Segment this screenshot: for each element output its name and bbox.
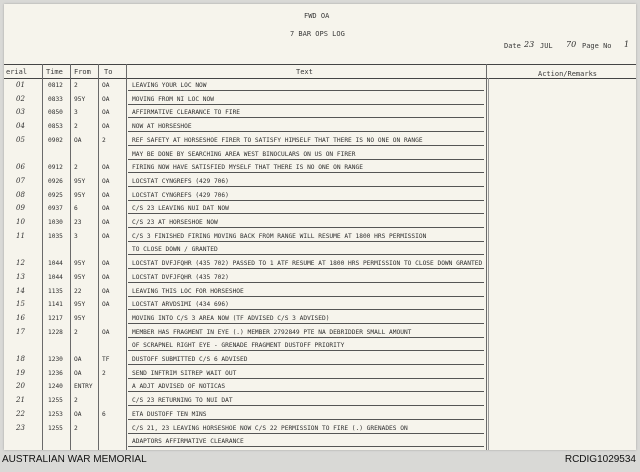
footer-archive: AUSTRALIAN WAR MEMORIAL: [2, 454, 147, 465]
entry-serial: 09: [16, 204, 25, 213]
entry-to: OA: [102, 82, 110, 89]
entry-from: 6: [74, 205, 78, 213]
entry-to: OA: [102, 260, 110, 268]
entry-serial: 12: [16, 259, 25, 268]
entry-from: 2: [74, 82, 78, 89]
entry-text: MOVING FROM NI LOC NOW: [132, 95, 214, 103]
entry-from: 95Y: [74, 177, 86, 185]
log-row: [4, 203, 636, 214]
entry-from: 2: [74, 123, 78, 131]
entry-time: 1236: [48, 369, 63, 377]
entry-time: 0902: [48, 136, 63, 144]
entry-time: 1255: [48, 424, 63, 432]
entry-serial: 16: [16, 313, 25, 322]
log-row: [4, 436, 636, 447]
entry-serial: 18: [16, 355, 25, 363]
log-row: [4, 135, 636, 146]
entry-from: 2: [74, 164, 78, 172]
entry-time: 1135: [48, 287, 63, 295]
log-row: [4, 409, 636, 420]
entry-time: 0926: [48, 177, 63, 185]
entry-from: 95Y: [74, 191, 86, 199]
entry-text: C/S 23 LEAVING NUI DAT NOW: [132, 205, 229, 213]
log-title: 7 BAR OPS LOG: [290, 30, 345, 38]
entry-from: 95Y: [74, 314, 86, 322]
entry-from: 95Y: [74, 301, 86, 309]
entry-to: OA: [102, 177, 110, 185]
log-row: [4, 354, 636, 365]
entry-text: NOW AT HORSESHOE: [132, 123, 192, 131]
entry-text: C/S 21, 23 LEAVING HORSESHOE NOW C/S 22 PERMISSION TO FIRE (.) GRENADES ON: [132, 424, 408, 432]
entry-rule: [128, 104, 484, 105]
entry-serial: 07: [16, 176, 25, 185]
entry-rule: [128, 117, 484, 118]
log-row: [4, 381, 636, 392]
entry-rule: [128, 227, 484, 228]
entry-time: 1217: [48, 314, 63, 322]
entry-time: 1044: [48, 273, 63, 281]
entry-text: LOCSTAT CYNGREFS (429 706): [132, 177, 229, 185]
entry-from: ENTRY: [74, 383, 93, 391]
entry-time: 1030: [48, 219, 63, 226]
entry-text: C/S 23 RETURNING TO NUI DAT: [132, 397, 233, 405]
entry-to: TF: [102, 356, 110, 363]
entry-rule: [128, 296, 484, 297]
entry-serial: 05: [16, 135, 25, 144]
entry-text: A ADJT ADVISED OF NOTICAS: [132, 383, 226, 391]
entry-rule: [128, 378, 484, 379]
entry-serial: 15: [16, 300, 25, 309]
entry-from: 23: [74, 219, 82, 226]
entry-to: OA: [102, 191, 110, 199]
entry-time: 0853: [48, 123, 63, 131]
entry-to: OA: [102, 109, 110, 117]
page-number: 1: [624, 40, 630, 49]
log-row: [4, 272, 636, 283]
entry-rule: [128, 241, 484, 242]
entry-from: 2: [74, 397, 78, 405]
col-header-time: Time: [46, 68, 63, 76]
entry-time: 1230: [48, 356, 63, 363]
entry-serial: 22: [16, 409, 25, 418]
entry-to: OA: [102, 219, 110, 226]
log-row: [4, 423, 636, 434]
entry-text: LOCSTAT DVFJFQHR (435 702) PASSED TO 1 ATF RESUME AT 1800 HRS PERMISSION TO CLOSE DOWN GRANTED: [132, 260, 483, 268]
entry-text: MOVING INTO C/S 3 AREA NOW (TF ADVISED C/S 3 ADVISED): [132, 314, 330, 322]
log-row: [4, 217, 636, 228]
entry-to: 2: [102, 136, 106, 144]
entry-serial: 06: [16, 163, 25, 172]
date-label: Date: [504, 42, 521, 50]
entry-from: 3: [74, 109, 78, 117]
entry-to: OA: [102, 301, 110, 309]
entry-serial: 02: [16, 94, 25, 103]
entry-rule: [128, 364, 484, 365]
entry-text: AFFIRMATIVE CLEARANCE TO FIRE: [132, 109, 241, 117]
entry-from: OA: [74, 410, 82, 418]
entry-serial: 23: [16, 423, 25, 432]
log-row: [4, 395, 636, 406]
entry-text: REF SAFETY AT HORSESHOE FIRER TO SATISFY HIMSELF THAT THERE IS NO ONE ON RANGE: [132, 136, 423, 144]
entry-rule: [128, 172, 484, 173]
entry-time: 1044: [48, 260, 63, 268]
entry-time: 0912: [48, 164, 63, 172]
entry-time: 0812: [48, 82, 63, 89]
entry-to: OA: [102, 95, 110, 103]
entry-from: 2: [74, 424, 78, 432]
entry-text: MAY BE DONE BY SEARCHING AREA WEST BINOCULARS ON US ON FIRER: [132, 150, 356, 158]
entry-rule: [128, 213, 484, 214]
date-year: 70: [566, 40, 577, 49]
log-row: [4, 162, 636, 173]
entry-time: 1253: [48, 410, 63, 418]
entry-to: 6: [102, 410, 106, 418]
entry-from: 95Y: [74, 95, 86, 103]
entry-serial: 11: [16, 231, 25, 240]
log-row: [4, 107, 636, 118]
entry-rule: [128, 391, 484, 392]
entry-rule: [128, 90, 484, 91]
entry-rule: [128, 145, 484, 146]
entry-to: OA: [102, 328, 110, 336]
entry-text: LOCSTAT DVFJFQHR (435 702): [132, 273, 229, 281]
entry-text: ADAPTORS AFFIRMATIVE CLEARANCE: [132, 438, 244, 446]
col-header-text: Text: [296, 68, 313, 76]
entry-from: 22: [74, 287, 82, 295]
entry-time: 0925: [48, 191, 63, 199]
entry-serial: 17: [16, 327, 25, 336]
entry-serial: 08: [16, 190, 25, 199]
log-row: [4, 286, 636, 297]
entry-time: 1141: [48, 301, 63, 309]
entry-to: OA: [102, 164, 110, 172]
log-row: [4, 121, 636, 132]
entry-rule: [128, 419, 484, 420]
entry-from: 95Y: [74, 260, 86, 268]
entry-from: OA: [74, 136, 82, 144]
entry-to: OA: [102, 232, 110, 240]
entry-text: ETA DUSTOFF TEN MINS: [132, 410, 207, 418]
log-row: [4, 258, 636, 269]
entry-time: 1035: [48, 232, 63, 240]
log-row: [4, 299, 636, 310]
entry-from: OA: [74, 356, 82, 363]
entry-text: C/S 23 AT HORSESHOE NOW: [132, 219, 218, 226]
entry-serial: 13: [16, 272, 25, 281]
page-label: Page No: [582, 42, 612, 50]
entry-to: OA: [102, 287, 110, 295]
entry-time: 1240: [48, 383, 63, 391]
entry-serial: 01: [16, 81, 25, 89]
log-row: [4, 231, 636, 242]
footer-record-id: RCDIG1029534: [564, 454, 636, 465]
entry-rule: [128, 433, 484, 434]
entry-serial: 21: [16, 396, 25, 405]
log-row: [4, 327, 636, 338]
log-row: [4, 149, 636, 160]
log-row: [4, 176, 636, 187]
entry-text: LOCSTAT CYNGREFS (429 706): [132, 191, 229, 199]
log-row: [4, 244, 636, 255]
entry-text: LEAVING YOUR LOC NOW: [132, 82, 207, 89]
entry-rule: [128, 405, 484, 406]
col-header-serial: erial: [6, 68, 28, 76]
col-header-action: Action/Remarks: [538, 70, 598, 78]
entry-rule: [128, 309, 484, 310]
entry-time: 0937: [48, 205, 63, 213]
entry-serial: 10: [16, 218, 25, 226]
entry-text: LOCSTAT ARVDSIMI (434 696): [132, 301, 229, 309]
entry-text: SEND INFTRIM SITREP WAIT OUT: [132, 369, 237, 377]
entry-text: LEAVING THIS LOC FOR HORSESHOE: [132, 287, 244, 295]
entry-to: OA: [102, 205, 110, 213]
entry-rule: [128, 159, 484, 160]
entry-from: 3: [74, 232, 78, 240]
entry-rule: [128, 131, 484, 132]
entry-to: OA: [102, 123, 110, 131]
entry-serial: 14: [16, 286, 25, 295]
date-month: JUL: [540, 42, 553, 50]
log-row: [4, 94, 636, 105]
log-row: [4, 368, 636, 379]
log-row: [4, 190, 636, 201]
entry-serial: 19: [16, 368, 25, 377]
entry-time: 1228: [48, 328, 63, 336]
entry-time: 1255: [48, 397, 63, 405]
entry-text: DUSTOFF SUBMITTED C/S 6 ADVISED: [132, 356, 248, 363]
entry-text: C/S 3 FINISHED FIRING MOVING BACK FROM RANGE WILL RESUME AT 1800 HRS PERMISSION: [132, 232, 427, 240]
entry-to: 2: [102, 369, 106, 377]
log-row: [4, 340, 636, 351]
col-header-to: To: [104, 68, 113, 76]
log-sheet: [4, 4, 636, 450]
entry-from: OA: [74, 369, 82, 377]
entry-text: OF SCRAPNEL RIGHT EYE - GRENADE FRAGMENT DUSTOFF PRIORITY: [132, 342, 345, 350]
entry-text: TO CLOSE DOWN / GRANTED: [132, 246, 218, 254]
entry-serial: 04: [16, 122, 25, 131]
entry-rule: [128, 337, 484, 338]
entry-serial: 03: [16, 108, 25, 117]
entry-rule: [128, 350, 484, 351]
log-row: [4, 313, 636, 324]
entry-text: FIRING NOW HAVE SATISFIED MYSELF THAT THERE IS NO ONE ON RANGE: [132, 164, 363, 172]
entry-rule: [128, 200, 484, 201]
entry-rule: [128, 186, 484, 187]
entry-to: OA: [102, 273, 110, 281]
entry-rule: [128, 446, 484, 447]
entry-rule: [128, 282, 484, 283]
entry-rule: [128, 268, 484, 269]
entry-text: MEMBER HAS FRAGMENT IN EYE (.) MEMBER 2792849 PTE NA DEBRIDDER SMALL AMOUNT: [132, 328, 412, 336]
col-header-from: From: [74, 68, 91, 76]
log-row: [4, 80, 636, 91]
entry-time: 0850: [48, 109, 63, 117]
entry-rule: [128, 254, 484, 255]
entry-from: 2: [74, 328, 78, 336]
entry-serial: 20: [16, 382, 25, 391]
entry-rule: [128, 323, 484, 324]
unit-heading: FWD OA: [304, 12, 330, 20]
date-day: 23: [524, 40, 535, 49]
entry-from: 95Y: [74, 273, 86, 281]
entry-time: 0833: [48, 95, 63, 103]
